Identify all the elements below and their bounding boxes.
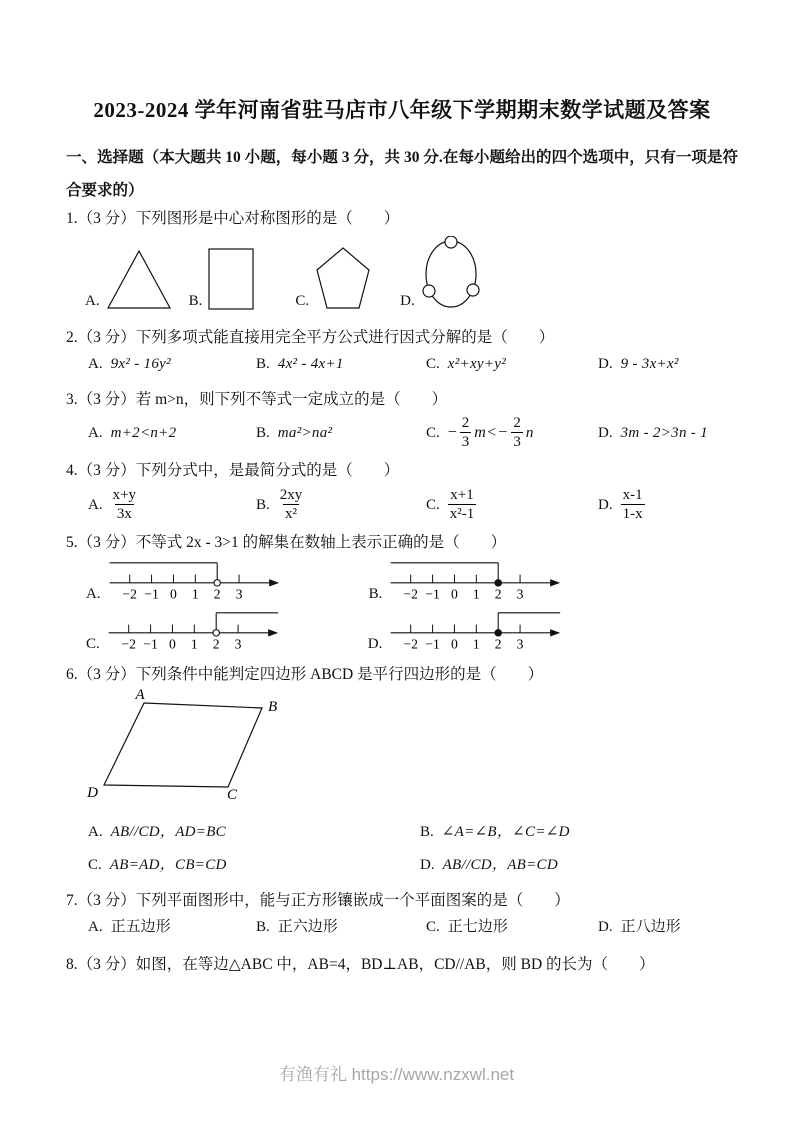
vertex-label-b: B: [268, 699, 278, 715]
page-title: 2023-2024 学年河南省驻马店市八年级下学期期末数学试题及答案: [93, 98, 711, 122]
number-line-closed-circle-ray-left: [387, 557, 562, 605]
fraction: $\frac{x+y}{3x}$: [112, 487, 137, 522]
q7-option-c-label: C.: [426, 919, 440, 935]
question-4-text: 4.（3 分）下列分式中，是最简分式的是（ ）: [66, 462, 400, 479]
q2-option-c: [426, 352, 598, 376]
tick-label: 2: [213, 586, 221, 602]
question-7-options: [88, 915, 738, 939]
square-figure: [208, 248, 254, 310]
q1-option-a: [85, 248, 172, 310]
tick-label: 2: [495, 636, 502, 652]
tick-label: −1: [143, 636, 158, 652]
question-2-options: [88, 352, 738, 376]
q7-option-b-value: 正六边形: [277, 919, 338, 935]
q3-option-a-value: m+2<n+2: [110, 424, 177, 441]
question-6-figure: [82, 687, 738, 806]
q1-option-c-label: C.: [295, 293, 310, 309]
q3-option-b-label: B.: [256, 424, 270, 441]
question-5-text: 5.（3 分）不等式 2x - 3>1 的解集在数轴上表示正确的是（ ）: [66, 534, 507, 551]
tick-label: −2: [403, 636, 419, 652]
tick-label: 0: [168, 636, 176, 652]
tick-label: −2: [403, 586, 419, 602]
q3-option-c-value: [448, 414, 534, 451]
q4-option-d: [598, 486, 738, 523]
q7-option-d-label: D.: [598, 919, 613, 935]
question-6-options: [88, 820, 738, 877]
q7-option-b-label: B.: [256, 919, 270, 935]
q4-option-a-label: A.: [88, 496, 103, 513]
q5-option-b: [369, 557, 563, 605]
number-line-open-circle-ray-right: [105, 607, 280, 655]
q5-option-d-label: D.: [367, 636, 383, 652]
tick-label: 3: [517, 636, 524, 652]
question-6-text: 6.（3 分）下列条件中能判定四边形 ABCD 是平行四边形的是（ ）: [66, 666, 544, 683]
q5-option-a-label: A.: [86, 586, 101, 602]
tick-label: −2: [121, 636, 136, 652]
vertex-label-c: C: [226, 787, 238, 801]
q7-option-d-value: 正八边形: [620, 919, 681, 935]
fraction: $\frac{x-1}{1-x}$: [622, 487, 643, 522]
q4-option-c: [426, 486, 598, 523]
pentagon-figure: [315, 246, 371, 310]
number-line-open-circle-ray-left: [106, 557, 281, 605]
number-line-closed-circle-ray-right: [387, 607, 562, 655]
q1-option-d: [400, 236, 481, 310]
q6-option-c-label: C.: [88, 857, 102, 873]
q4-option-c-label: C.: [426, 496, 440, 513]
q1-option-d-label: D.: [400, 293, 415, 309]
q6-option-c-value: AB=AD，CB=CD: [109, 857, 227, 873]
q3-option-a-label: A.: [88, 424, 103, 441]
triangle-figure: [106, 248, 172, 310]
q2-option-d-label: D.: [598, 356, 613, 372]
tick-label: 0: [451, 586, 459, 602]
q5-option-c-label: C.: [86, 636, 100, 652]
tick-label: 2: [212, 636, 220, 652]
fraction: $\frac{2xy}{\text{x²}}$: [279, 487, 303, 522]
q7-option-a-value: 正五边形: [110, 919, 171, 935]
q3-option-a: [88, 421, 256, 445]
question-1-text: 1.（3 分）下列图形是中心对称图形的是（ ）: [66, 210, 400, 227]
q2-option-a: [88, 352, 256, 376]
question-4-options: [88, 486, 738, 523]
q2-option-a-value: 9x² - 16y²: [110, 356, 171, 372]
q6-option-a: [88, 820, 420, 844]
q5-option-d: [368, 607, 563, 655]
section-header: 一、选择题（本大题共 10 小题，每小题 3 分，共 30 分.在每小题给出的四个选项中，只有一项是符合要求的）: [66, 149, 738, 199]
q6-option-b-value: ∠A=∠B，∠C=∠D: [441, 824, 570, 840]
q3-option-d: [598, 421, 738, 445]
q2-option-d-value: 9 - 3x+x²: [620, 356, 679, 372]
parallelogram-figure: [82, 687, 332, 801]
q6-option-b-label: B.: [420, 824, 434, 840]
q7-option-b: [256, 915, 426, 939]
q1-option-b: [189, 248, 255, 310]
question-7-text: 7.（3 分）下列平面图形中，能与正方形镶嵌成一个平面图案的是（ ）: [66, 892, 570, 909]
q3-option-b: [256, 421, 426, 445]
q4-option-d-label: D.: [598, 496, 613, 513]
q2-option-d: [598, 352, 738, 376]
q2-option-a-label: A.: [88, 356, 103, 372]
q6-option-a-value: AB//CD，AD=BC: [110, 824, 226, 840]
variable-n: n: [525, 424, 534, 441]
page-content: [66, 0, 738, 977]
tick-label: −1: [143, 586, 159, 602]
q5-option-a: [86, 557, 281, 605]
q6-option-b: [420, 820, 738, 844]
fraction: $\frac{2}{3}$: [513, 415, 521, 450]
tick-label: 3: [235, 586, 243, 602]
q7-option-c: [426, 915, 598, 939]
q3-option-d-value: 3m - 2>3n - 1: [620, 424, 708, 441]
vertex-label-a: A: [135, 687, 145, 703]
tick-label: −2: [122, 586, 137, 602]
q6-option-a-label: A.: [88, 824, 103, 840]
question-5-row-2: [86, 607, 738, 655]
tick-label: 1: [191, 586, 199, 602]
footer-text: 有渔有礼 https://www.nzxwl.net: [278, 1065, 515, 1084]
q1-option-a-label: A.: [85, 293, 100, 309]
tick-label: −1: [425, 586, 441, 602]
q3-option-c-label: C.: [426, 424, 440, 441]
question-2-text: 2.（3 分）下列多项式能直接用完全平方公式进行因式分解的是（ ）: [66, 329, 555, 346]
circle-with-three-small-circles-figure: [421, 236, 481, 310]
question-8-text: 8.（3 分）如图，在等边△ABC 中，AB=4，BD⊥AB，CD//AB，则 BD 的长为（ ）: [66, 956, 655, 973]
q2-option-b-label: B.: [256, 356, 270, 372]
q6-option-d-value: AB//CD，AB=CD: [442, 857, 558, 873]
tick-label: −1: [425, 636, 441, 652]
tick-label: 3: [517, 586, 524, 602]
fraction: $\frac{x+1}{\text{x²-1}}$: [449, 487, 475, 522]
q6-option-c: [88, 853, 420, 877]
q3-option-b-value: ma²>na²: [277, 424, 333, 441]
tick-label: 0: [451, 636, 459, 652]
q7-option-a-label: A.: [88, 919, 103, 935]
q6-option-d-label: D.: [420, 857, 435, 873]
q7-option-d: [598, 915, 738, 939]
q5-option-c: [86, 607, 280, 655]
tick-label: 0: [169, 586, 177, 602]
tick-label: 1: [190, 636, 198, 652]
footer-watermark: [0, 1060, 793, 1085]
tick-label: 1: [473, 636, 481, 652]
tick-label: 3: [234, 636, 242, 652]
question-3-text: 3.（3 分）若 m>n，则下列不等式一定成立的是（ ）: [66, 391, 448, 408]
q3-option-c: [426, 414, 598, 451]
question-3-options: [88, 414, 738, 451]
q2-option-c-label: C.: [426, 356, 440, 372]
vertex-label-d: D: [87, 785, 98, 801]
q6-option-d: [420, 853, 738, 877]
q2-option-b-value: 4x² - 4x+1: [277, 356, 344, 372]
q7-option-c-value: 正七边形: [447, 919, 508, 935]
q1-option-b-label: B.: [188, 293, 203, 309]
minus-sign: −: [447, 423, 457, 441]
q4-option-b-label: B.: [256, 496, 270, 513]
tick-label: 1: [473, 586, 481, 602]
question-5-row-1: [86, 557, 738, 605]
q5-option-b-label: B.: [368, 586, 383, 602]
question-1-figures: [85, 234, 738, 310]
q2-option-b: [256, 352, 426, 376]
q4-option-a: [88, 486, 256, 523]
q4-option-b: [256, 486, 426, 523]
q2-option-c-value: x²+xy+y²: [447, 356, 507, 372]
q7-option-a: [88, 915, 256, 939]
q3-option-d-label: D.: [598, 424, 613, 441]
less-than-expression: m<−: [474, 423, 509, 441]
tick-label: 2: [495, 586, 502, 602]
q1-option-c: [295, 246, 371, 310]
fraction: $\frac{2}{3}$: [461, 415, 470, 450]
